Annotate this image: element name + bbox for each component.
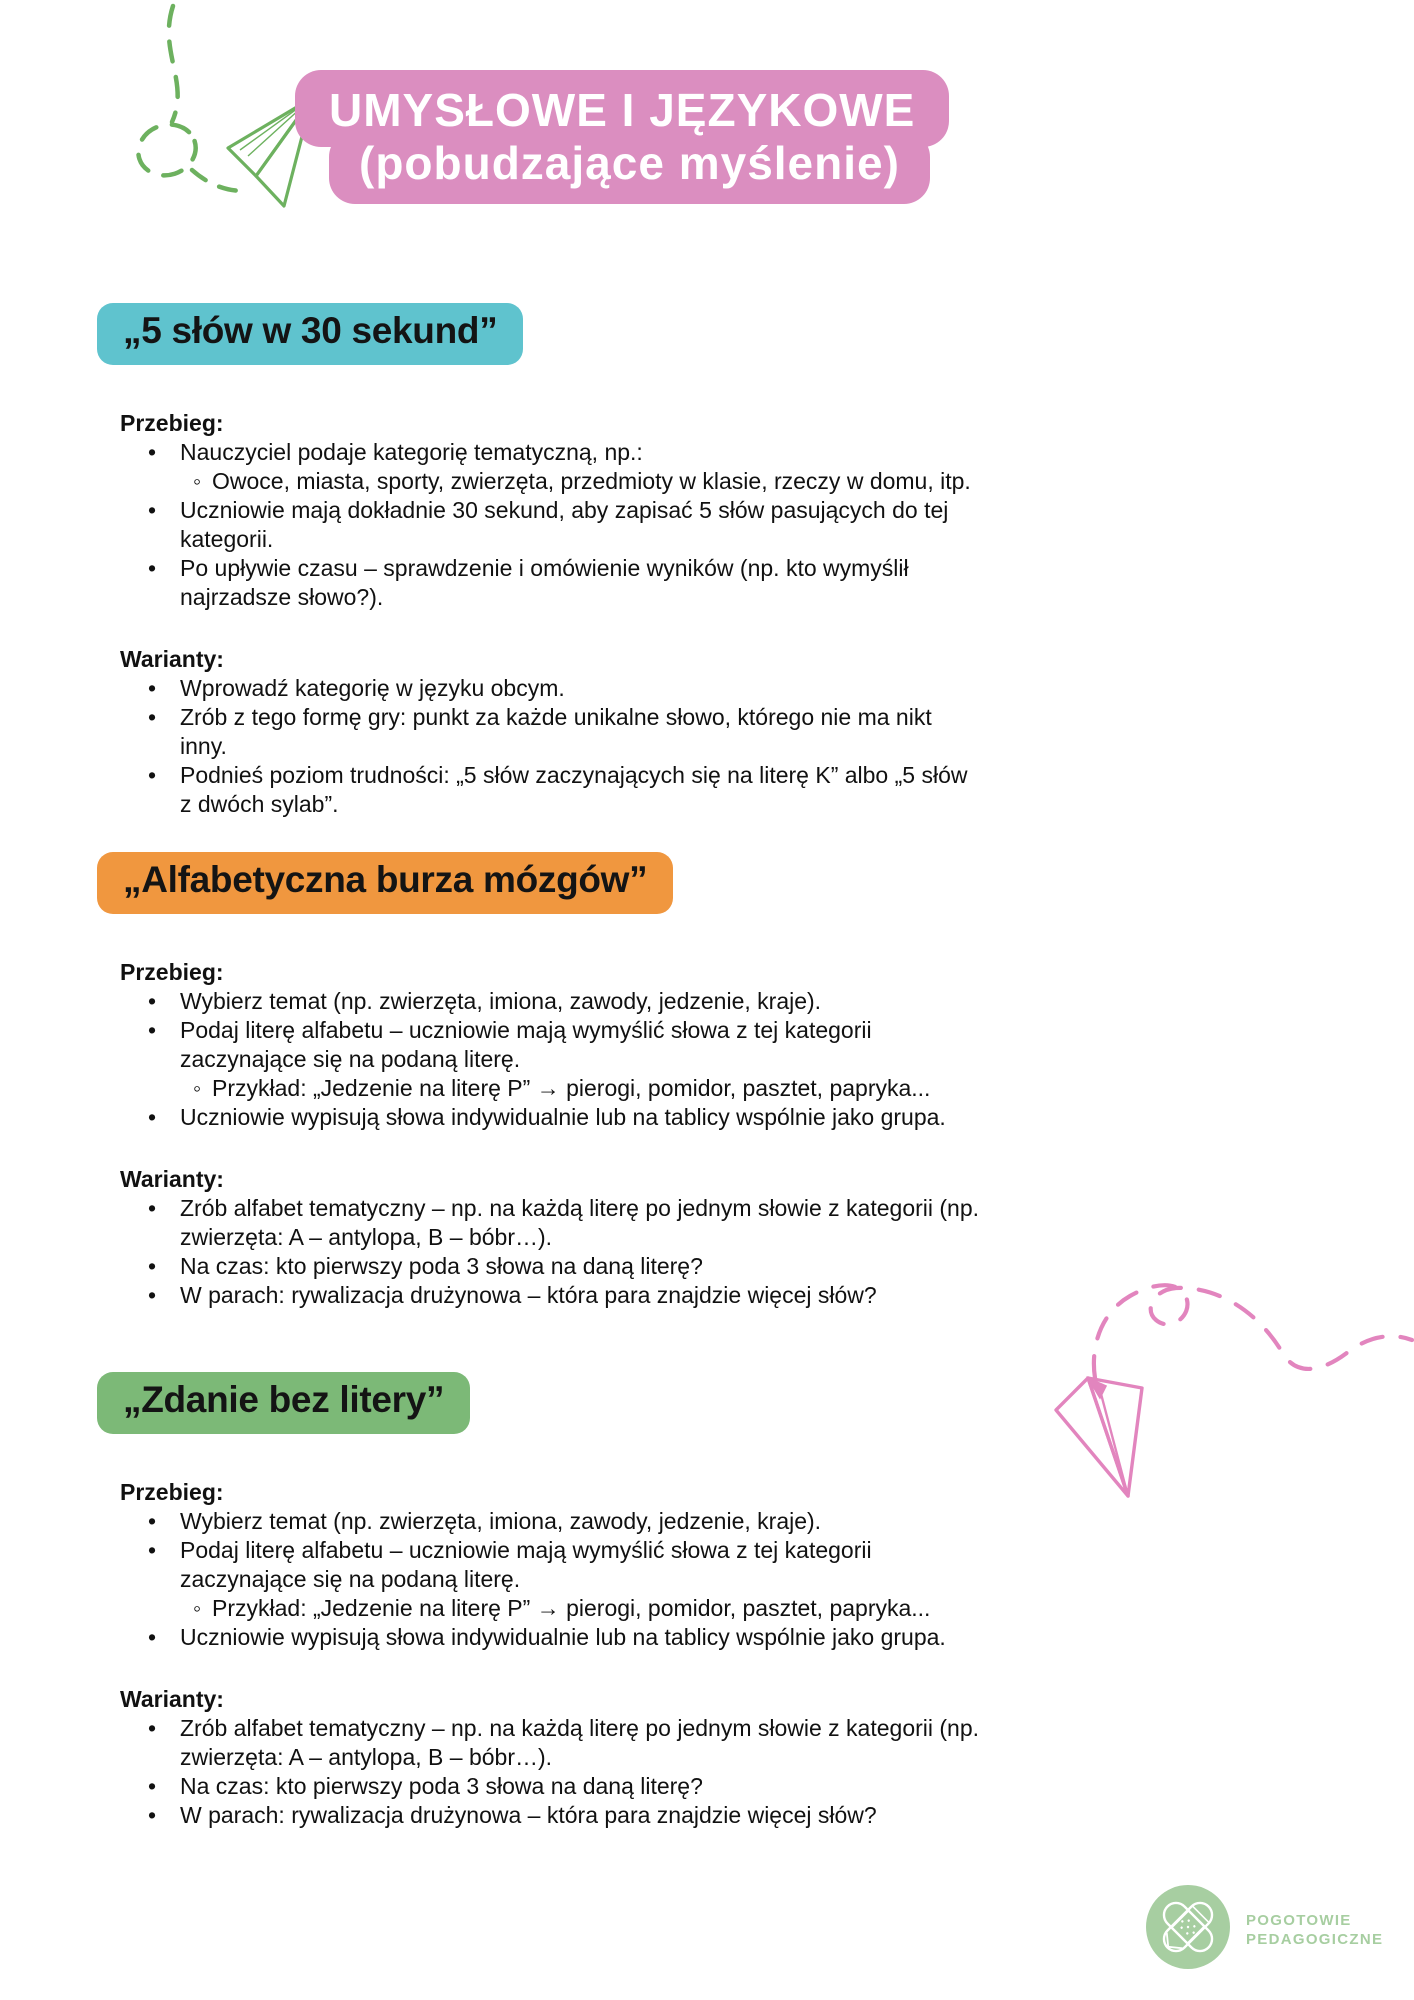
list-item: • Uczniowie wypisują słowa indywidualnie lub na tablicy wspólnie jako grupa.	[97, 1103, 982, 1132]
section-zdanie-bez-litery	[97, 1372, 982, 1830]
page-title	[295, 70, 949, 204]
paper-plane-pink-icon	[1040, 1250, 1414, 1525]
przebieg-label: Przebieg:	[120, 1478, 224, 1505]
list-item: • Po upływie czasu – sprawdzenie i omówienie wyników (np. kto wymyślił najrzadsze słowo?).	[97, 554, 982, 612]
list-item: ◦ Przykład: „Jedzenie na literę P” → pierogi, pomidor, pasztet, papryka...	[97, 1074, 982, 1103]
list-item: • W parach: rywalizacja drużynowa – która para znajdzie więcej słów?	[97, 1281, 982, 1310]
logo-text-line2: PEDAGOGICZNE	[1246, 1930, 1384, 1948]
paper-plane-green-icon	[70, 0, 320, 225]
list-item: • Podaj literę alfabetu – uczniowie mają wymyślić słowa z tej kategorii zaczynające się na podaną literę.	[97, 1016, 982, 1074]
section-title: „Zdanie bez litery”	[97, 1372, 470, 1434]
list-item: • Na czas: kto pierwszy poda 3 słowa na daną literę?	[97, 1772, 982, 1801]
section-alfabetyczna-burza-mozgow	[97, 852, 982, 1310]
logo-text	[1246, 1911, 1383, 1949]
list-item: ◦ Przykład: „Jedzenie na literę P” → pierogi, pomidor, pasztet, papryka...	[97, 1594, 982, 1623]
list-item: • Zrób alfabet tematyczny – np. na każdą literę po jednym słowie z kategorii (np. zwierzęta: A – antylopa, B – bóbr…).	[97, 1194, 982, 1252]
przebieg-list	[97, 987, 982, 1132]
logo	[1146, 1885, 1383, 1974]
przebieg-list	[97, 1507, 982, 1652]
list-item: • Nauczyciel podaje kategorię tematyczną, np.:	[97, 438, 982, 467]
section-title: „5 słów w 30 sekund”	[97, 303, 523, 365]
section-title: „Alfabetyczna burza mózgów”	[97, 852, 673, 914]
section-5-slow-w-30-sekund	[97, 303, 982, 819]
warianty-list	[97, 1714, 982, 1830]
warianty-list	[97, 674, 982, 819]
przebieg-label: Przebieg:	[120, 409, 224, 436]
list-item: • Podnieś poziom trudności: „5 słów zaczynających się na literę K” albo „5 słów z dwóch sylab”.	[97, 761, 982, 819]
przebieg-list	[97, 438, 982, 612]
list-item: ◦ Owoce, miasta, sporty, zwierzęta, przedmioty w klasie, rzeczy w domu, itp.	[97, 467, 982, 496]
list-item: • Podaj literę alfabetu – uczniowie mają wymyślić słowa z tej kategorii zaczynające się na podaną literę.	[97, 1536, 982, 1594]
list-item: • Zrób z tego formę gry: punkt za każde unikalne słowo, którego nie ma nikt inny.	[97, 703, 982, 761]
list-item: • Wprowadź kategorię w języku obcym.	[97, 674, 982, 703]
list-item: • Uczniowie wypisują słowa indywidualnie lub na tablicy wspólnie jako grupa.	[97, 1623, 982, 1652]
warianty-label: Warianty:	[120, 645, 224, 672]
list-item: • Zrób alfabet tematyczny – np. na każdą literę po jednym słowie z kategorii (np. zwierzęta: A – antylopa, B – bóbr…).	[97, 1714, 982, 1772]
warianty-label: Warianty:	[120, 1165, 224, 1192]
warianty-label: Warianty:	[120, 1685, 224, 1712]
list-item: • Na czas: kto pierwszy poda 3 słowa na daną literę?	[97, 1252, 982, 1281]
list-item: • Uczniowie mają dokładnie 30 sekund, aby zapisać 5 słów pasujących do tej kategorii.	[97, 496, 982, 554]
list-item: • Wybierz temat (np. zwierzęta, imiona, zawody, jedzenie, kraje).	[97, 987, 982, 1016]
logo-text-line1: POGOTOWIE	[1246, 1911, 1352, 1929]
warianty-list	[97, 1194, 982, 1310]
list-item: • Wybierz temat (np. zwierzęta, imiona, zawody, jedzenie, kraje).	[97, 1507, 982, 1536]
page-title-line2: (pobudzające myślenie)	[329, 131, 930, 204]
page-title-line1: UMYSŁOWE I JĘZYKOWE	[295, 70, 949, 147]
list-item: • W parach: rywalizacja drużynowa – która para znajdzie więcej słów?	[97, 1801, 982, 1830]
przebieg-label: Przebieg:	[120, 958, 224, 985]
crossed-bandaid-pencil-icon	[1146, 1885, 1230, 1974]
